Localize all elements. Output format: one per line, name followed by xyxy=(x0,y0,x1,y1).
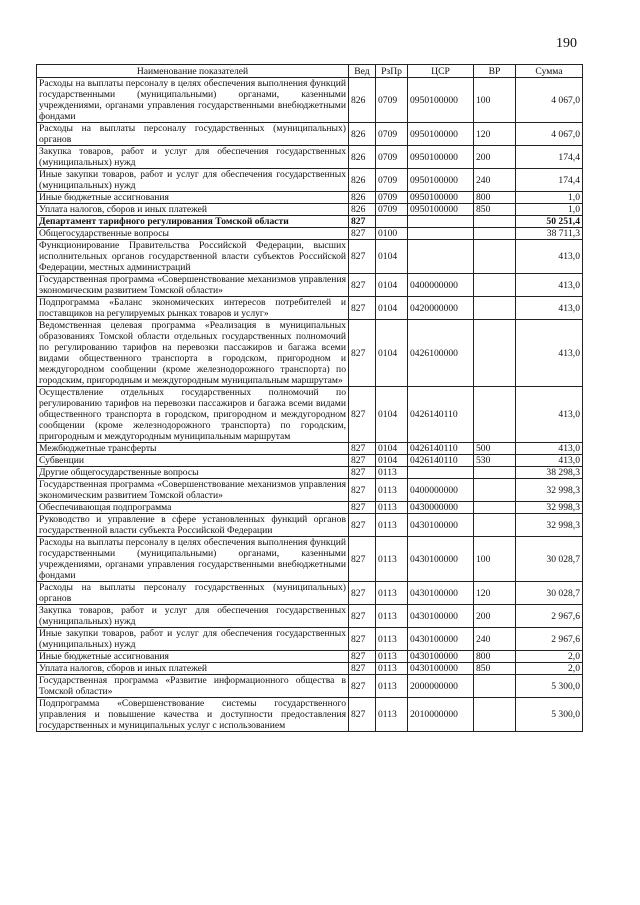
table-row xyxy=(37,663,583,675)
row-sum: 4 067,0 xyxy=(516,78,583,123)
row-csr: 0430100000 xyxy=(408,651,474,663)
row-rzpr: 0113 xyxy=(376,514,408,537)
row-sum: 32 998,3 xyxy=(516,502,583,514)
row-ved: 826 xyxy=(349,169,376,192)
row-ved: 827 xyxy=(349,320,376,387)
row-csr: 0430000000 xyxy=(408,502,474,514)
row-sum: 174,4 xyxy=(516,146,583,169)
row-sum: 38 711,3 xyxy=(516,228,583,240)
row-ved: 827 xyxy=(349,502,376,514)
row-sum: 2,0 xyxy=(516,651,583,663)
row-rzpr: 0104 xyxy=(376,320,408,387)
row-ved: 827 xyxy=(349,387,376,443)
header-vr: ВР xyxy=(474,65,516,78)
table-row xyxy=(37,675,583,698)
row-rzpr: 0113 xyxy=(376,605,408,628)
row-csr: 0430100000 xyxy=(408,605,474,628)
row-name: Иные бюджетные ассигнования xyxy=(37,651,349,663)
row-vr: 530 xyxy=(474,455,516,467)
row-sum: 413,0 xyxy=(516,297,583,320)
header-name: Наименование показателей xyxy=(37,65,349,78)
row-ved: 826 xyxy=(349,192,376,204)
row-csr: 0426100000 xyxy=(408,320,474,387)
table-row xyxy=(37,320,583,387)
row-csr: 0430100000 xyxy=(408,582,474,605)
row-sum: 50 251,4 xyxy=(516,216,583,228)
row-csr: 0950100000 xyxy=(408,123,474,146)
budget-table xyxy=(36,64,583,732)
row-vr xyxy=(474,297,516,320)
row-sum: 38 298,3 xyxy=(516,467,583,479)
row-rzpr: 0113 xyxy=(376,663,408,675)
row-rzpr: 0104 xyxy=(376,297,408,320)
table-row xyxy=(37,240,583,274)
table-row xyxy=(37,628,583,651)
row-csr xyxy=(408,228,474,240)
row-ved: 827 xyxy=(349,698,376,732)
row-sum: 174,4 xyxy=(516,169,583,192)
row-ved: 827 xyxy=(349,297,376,320)
row-rzpr: 0709 xyxy=(376,204,408,216)
table-row xyxy=(37,216,583,228)
row-ved: 827 xyxy=(349,605,376,628)
row-vr xyxy=(474,675,516,698)
row-sum: 2,0 xyxy=(516,663,583,675)
header-rzpr: РзПр xyxy=(376,65,408,78)
row-csr: 0950100000 xyxy=(408,192,474,204)
row-sum: 5 300,0 xyxy=(516,675,583,698)
row-ved: 827 xyxy=(349,443,376,455)
row-vr: 200 xyxy=(474,146,516,169)
row-csr: 0430100000 xyxy=(408,514,474,537)
row-rzpr: 0709 xyxy=(376,192,408,204)
row-csr: 2010000000 xyxy=(408,698,474,732)
row-rzpr: 0113 xyxy=(376,698,408,732)
row-vr xyxy=(474,320,516,387)
row-sum: 413,0 xyxy=(516,387,583,443)
row-rzpr: 0113 xyxy=(376,479,408,502)
table-row xyxy=(37,443,583,455)
row-csr: 0430100000 xyxy=(408,628,474,651)
table-row xyxy=(37,192,583,204)
row-name: Департамент тарифного регулирования Томской области xyxy=(37,216,349,228)
row-csr: 0426140110 xyxy=(408,443,474,455)
row-name: Руководство и управление в сфере установленных функций органов государственной власти субъекта Российской Федерации xyxy=(37,514,349,537)
row-name: Государственная программа «Развитие информационного общества в Томской области» xyxy=(37,675,349,698)
row-csr: 0950100000 xyxy=(408,204,474,216)
header-ved: Вед xyxy=(349,65,376,78)
row-ved: 826 xyxy=(349,78,376,123)
row-ved: 827 xyxy=(349,663,376,675)
row-sum: 413,0 xyxy=(516,320,583,387)
row-name: Подпрограмма «Совершенствование системы государственного управления и повышение качества и доступности предоставления государственных и муниципальных услуг с использованием xyxy=(37,698,349,732)
row-name: Государственная программа «Совершенствование механизмов управления экономическим развитием Томской области» xyxy=(37,274,349,297)
row-vr: 100 xyxy=(474,537,516,582)
row-rzpr: 0113 xyxy=(376,582,408,605)
row-sum: 1,0 xyxy=(516,192,583,204)
row-vr: 500 xyxy=(474,443,516,455)
row-vr xyxy=(474,216,516,228)
row-csr xyxy=(408,467,474,479)
row-rzpr: 0709 xyxy=(376,123,408,146)
row-vr xyxy=(474,387,516,443)
row-name: Расходы на выплаты персоналу в целях обеспечения выполнения функций государственными (муниципальными) органами, казенными учреждениями, органами управления государственными внебюджетными фондами xyxy=(37,537,349,582)
table-row xyxy=(37,698,583,732)
row-sum: 413,0 xyxy=(516,274,583,297)
row-name: Уплата налогов, сборов и иных платежей xyxy=(37,204,349,216)
row-name: Расходы на выплаты персоналу в целях обеспечения выполнения функций государственными (муниципальными) органами, казенными учреждениями, органами управления государственными внебюджетными фондами xyxy=(37,78,349,123)
table-row xyxy=(37,146,583,169)
row-rzpr: 0709 xyxy=(376,146,408,169)
row-ved: 827 xyxy=(349,455,376,467)
row-rzpr: 0113 xyxy=(376,651,408,663)
table-row xyxy=(37,651,583,663)
table-row xyxy=(37,502,583,514)
table-header-row xyxy=(37,65,583,78)
row-vr: 200 xyxy=(474,605,516,628)
row-csr: 0950100000 xyxy=(408,169,474,192)
row-rzpr: 0113 xyxy=(376,628,408,651)
row-name: Общегосударственные вопросы xyxy=(37,228,349,240)
row-vr xyxy=(474,698,516,732)
table-row xyxy=(37,467,583,479)
table-row xyxy=(37,387,583,443)
row-rzpr: 0104 xyxy=(376,443,408,455)
row-name: Межбюджетные трансферты xyxy=(37,443,349,455)
row-sum: 2 967,6 xyxy=(516,605,583,628)
row-sum: 30 028,7 xyxy=(516,582,583,605)
row-name: Закупка товаров, работ и услуг для обеспечения государственных (муниципальных) нужд xyxy=(37,146,349,169)
row-rzpr: 0104 xyxy=(376,274,408,297)
row-rzpr: 0104 xyxy=(376,240,408,274)
row-name: Субвенции xyxy=(37,455,349,467)
table-row xyxy=(37,204,583,216)
row-name: Функционирование Правительства Российской Федерации, высших исполнительных органов государственной власти субъектов Российской Федерации, местных администраций xyxy=(37,240,349,274)
row-sum: 413,0 xyxy=(516,443,583,455)
table-body xyxy=(37,78,583,732)
row-csr: 0430100000 xyxy=(408,663,474,675)
row-name: Закупка товаров, работ и услуг для обеспечения государственных (муниципальных) нужд xyxy=(37,605,349,628)
row-name: Осуществление отдельных государственных полномочий по регулированию тарифов на перевозки пассажиров и багажа всеми видами общественного транспорта в городском, пригородном и междугородном сообщении (кроме железнодорожного транспорта) по городским, пригородным и междугородным муниципальным маршрутам xyxy=(37,387,349,443)
header-csr: ЦСР xyxy=(408,65,474,78)
row-vr xyxy=(474,514,516,537)
row-rzpr: 0709 xyxy=(376,78,408,123)
page-number: 190 xyxy=(556,36,577,51)
row-ved: 827 xyxy=(349,479,376,502)
table-row xyxy=(37,514,583,537)
table-row xyxy=(37,297,583,320)
table-row xyxy=(37,228,583,240)
row-vr xyxy=(474,479,516,502)
row-vr: 120 xyxy=(474,123,516,146)
row-sum: 32 998,3 xyxy=(516,514,583,537)
row-ved: 827 xyxy=(349,582,376,605)
row-vr: 850 xyxy=(474,663,516,675)
row-ved: 826 xyxy=(349,123,376,146)
row-sum: 5 300,0 xyxy=(516,698,583,732)
row-name: Обеспечивающая подпрограмма xyxy=(37,502,349,514)
row-rzpr: 0709 xyxy=(376,169,408,192)
row-rzpr: 0113 xyxy=(376,502,408,514)
row-ved: 827 xyxy=(349,274,376,297)
row-rzpr xyxy=(376,216,408,228)
row-ved: 827 xyxy=(349,651,376,663)
header-sum: Сумма xyxy=(516,65,583,78)
row-vr: 240 xyxy=(474,628,516,651)
row-rzpr: 0104 xyxy=(376,455,408,467)
row-ved: 827 xyxy=(349,467,376,479)
table-row xyxy=(37,123,583,146)
row-vr xyxy=(474,274,516,297)
row-sum: 4 067,0 xyxy=(516,123,583,146)
table-row xyxy=(37,479,583,502)
row-rzpr: 0113 xyxy=(376,675,408,698)
row-ved: 827 xyxy=(349,514,376,537)
row-name: Другие общегосударственные вопросы xyxy=(37,467,349,479)
row-name: Иные закупки товаров, работ и услуг для обеспечения государственных (муниципальных) нужд xyxy=(37,628,349,651)
row-vr: 100 xyxy=(474,78,516,123)
row-name: Расходы на выплаты персоналу государственных (муниципальных) органов xyxy=(37,123,349,146)
row-name: Государственная программа «Совершенствование механизмов управления экономическим развитием Томской области» xyxy=(37,479,349,502)
row-ved: 827 xyxy=(349,240,376,274)
row-name: Иные бюджетные ассигнования xyxy=(37,192,349,204)
row-sum: 413,0 xyxy=(516,240,583,274)
row-name: Подпрограмма «Баланс экономических интересов потребителей и поставщиков на регулируемых рынках товаров и услуг» xyxy=(37,297,349,320)
table-row xyxy=(37,274,583,297)
row-vr: 800 xyxy=(474,192,516,204)
table-row xyxy=(37,537,583,582)
row-csr: 0400000000 xyxy=(408,479,474,502)
row-csr: 0400000000 xyxy=(408,274,474,297)
row-csr: 0950100000 xyxy=(408,146,474,169)
row-rzpr: 0113 xyxy=(376,467,408,479)
row-vr xyxy=(474,228,516,240)
row-vr xyxy=(474,502,516,514)
table-row xyxy=(37,605,583,628)
row-ved: 826 xyxy=(349,204,376,216)
row-ved: 827 xyxy=(349,216,376,228)
row-sum: 2 967,6 xyxy=(516,628,583,651)
table-row xyxy=(37,78,583,123)
row-ved: 827 xyxy=(349,228,376,240)
row-rzpr: 0113 xyxy=(376,537,408,582)
row-ved: 826 xyxy=(349,146,376,169)
row-name: Ведомственная целевая программа «Реализация в муниципальных образованиях Томской области отдельных государственных полномочий по регулированию тарифов на перевозки пассажиров и багажа всеми видами общественного транспорта в городском, пригородном и междугородном сообщении (кроме железнодорожного транспорта) по городским, пригородным и междугородным муниципальным маршрутам» xyxy=(37,320,349,387)
row-ved: 827 xyxy=(349,628,376,651)
row-sum: 1,0 xyxy=(516,204,583,216)
row-sum: 30 028,7 xyxy=(516,537,583,582)
row-ved: 827 xyxy=(349,537,376,582)
row-rzpr: 0104 xyxy=(376,387,408,443)
table-row xyxy=(37,169,583,192)
row-csr: 0430100000 xyxy=(408,537,474,582)
row-rzpr: 0100 xyxy=(376,228,408,240)
row-csr: 0950100000 xyxy=(408,78,474,123)
row-sum: 413,0 xyxy=(516,455,583,467)
row-csr: 2000000000 xyxy=(408,675,474,698)
row-csr xyxy=(408,240,474,274)
table-row xyxy=(37,582,583,605)
row-csr: 0426140110 xyxy=(408,455,474,467)
row-csr: 0426140110 xyxy=(408,387,474,443)
row-csr: 0420000000 xyxy=(408,297,474,320)
row-vr: 240 xyxy=(474,169,516,192)
row-csr xyxy=(408,216,474,228)
row-vr: 120 xyxy=(474,582,516,605)
row-vr: 850 xyxy=(474,204,516,216)
row-name: Уплата налогов, сборов и иных платежей xyxy=(37,663,349,675)
table-row xyxy=(37,455,583,467)
row-name: Иные закупки товаров, работ и услуг для обеспечения государственных (муниципальных) нужд xyxy=(37,169,349,192)
row-vr: 800 xyxy=(474,651,516,663)
row-sum: 32 998,3 xyxy=(516,479,583,502)
row-ved: 827 xyxy=(349,675,376,698)
row-vr xyxy=(474,467,516,479)
row-vr xyxy=(474,240,516,274)
row-name: Расходы на выплаты персоналу государственных (муниципальных) органов xyxy=(37,582,349,605)
